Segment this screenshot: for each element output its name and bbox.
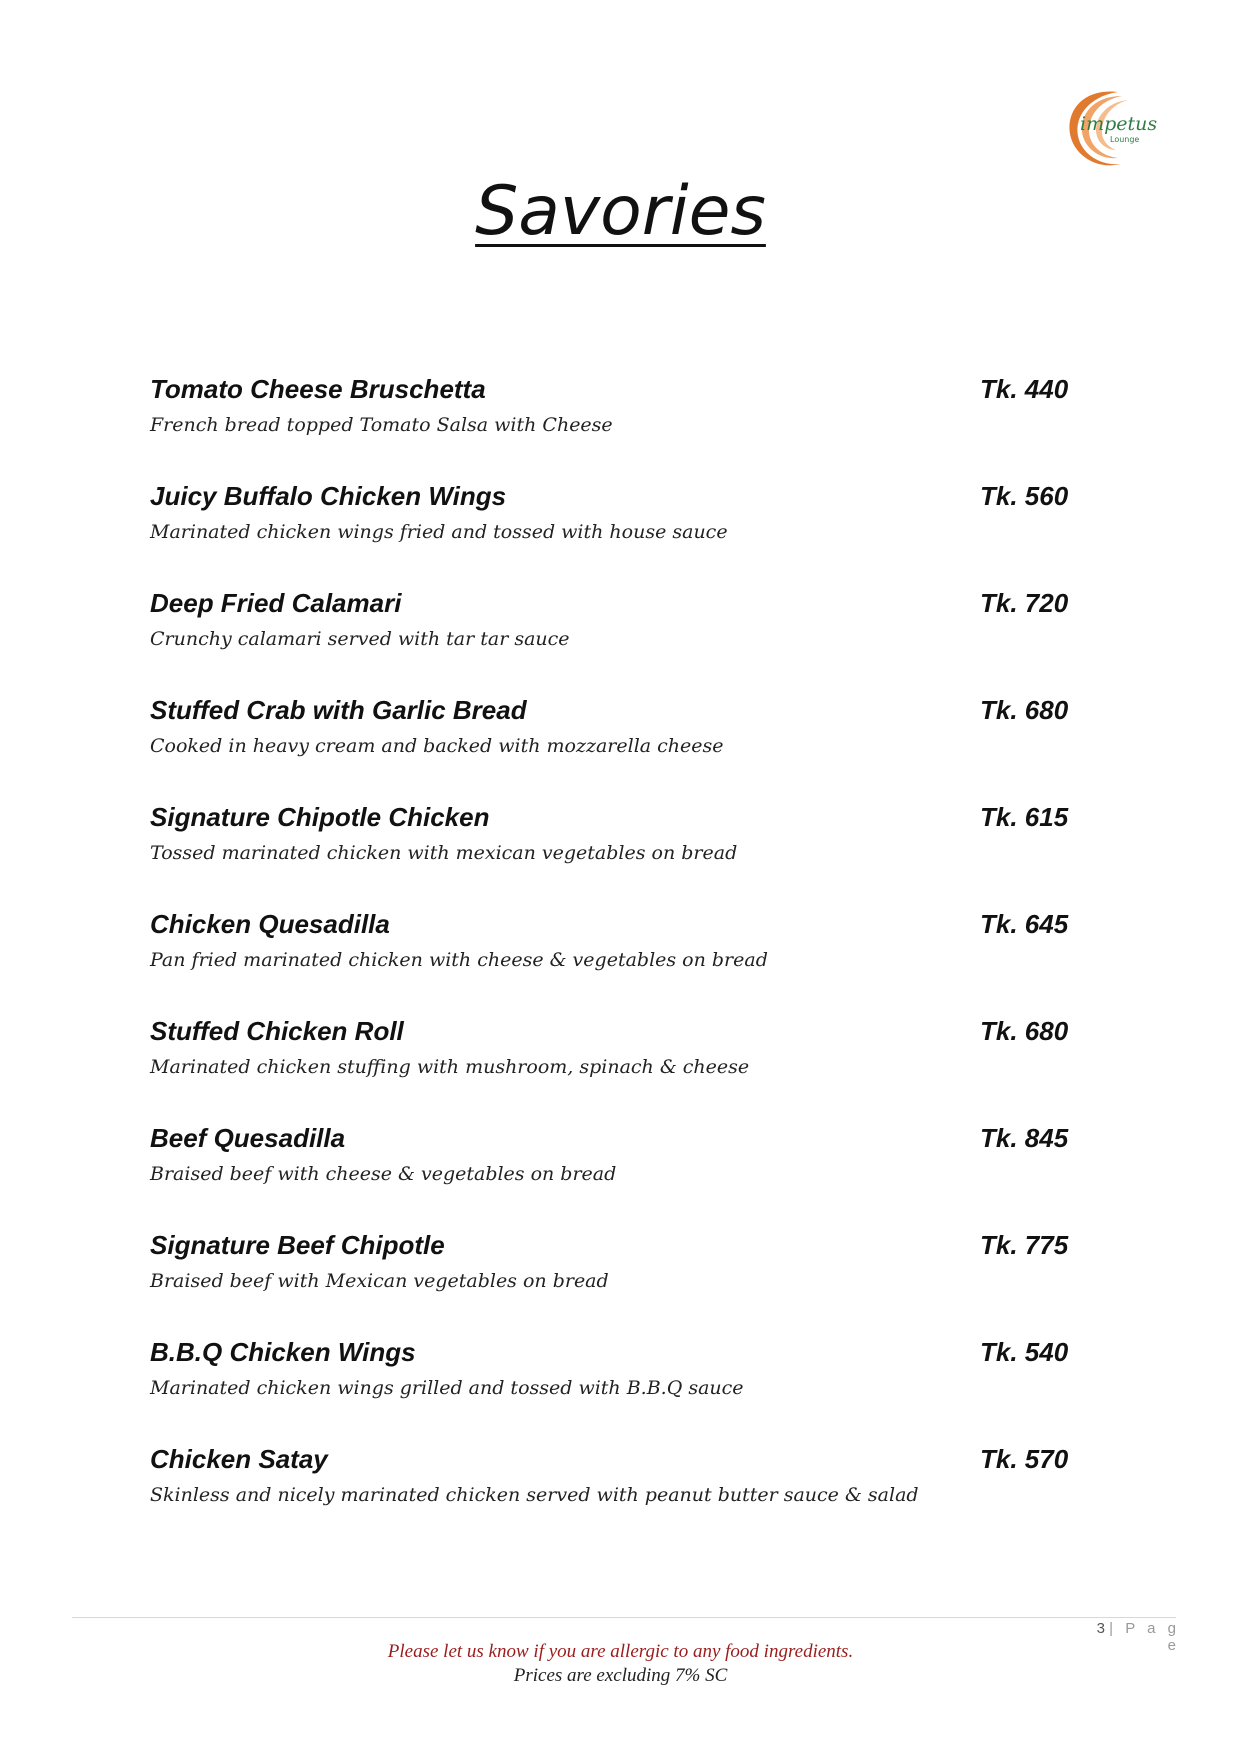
item-description: Skinless and nicely marinated chicken served with peanut butter sauce & salad (150, 1484, 919, 1506)
menu-item (150, 1121, 1070, 1228)
page-title-text: Savories (475, 172, 766, 251)
item-description: Marinated chicken stuffing with mushroom, spinach & cheese (150, 1056, 750, 1078)
logo-wordmark: impetus (1080, 113, 1158, 135)
item-name: Tomato Cheese Bruschetta (150, 374, 486, 404)
menu-item (150, 1014, 1070, 1121)
menu-item (150, 479, 1070, 586)
menu-item (150, 372, 1070, 479)
item-name: Chicken Quesadilla (150, 909, 390, 939)
item-price: Tk. 645 (980, 909, 1069, 939)
menu-item (150, 800, 1070, 907)
item-price: Tk. 560 (980, 481, 1069, 511)
item-name: Deep Fried Calamari (150, 588, 402, 618)
item-price: Tk. 615 (980, 802, 1069, 832)
item-price: Tk. 570 (980, 1444, 1069, 1474)
allergy-note: Please let us know if you are allergic to any food ingredients. (387, 1641, 854, 1662)
item-name: Stuffed Crab with Garlic Bread (150, 695, 527, 725)
item-description: Tossed marinated chicken with mexican vegetables on bread (150, 842, 738, 864)
menu-item (150, 1442, 1070, 1549)
item-name: Signature Beef Chipotle (150, 1230, 445, 1260)
page-number-value: 3 (1096, 1620, 1105, 1637)
item-price: Tk. 720 (980, 588, 1069, 618)
prices-note: Prices are excluding 7% SC (513, 1665, 728, 1686)
item-description: Marinated chicken wings fried and tossed with house sauce (150, 521, 728, 543)
menu-item (150, 586, 1070, 693)
menu-item (150, 907, 1070, 1014)
item-name: Signature Chipotle Chicken (150, 802, 490, 832)
item-price: Tk. 680 (980, 1016, 1069, 1046)
page-label: | P a g e (1109, 1620, 1180, 1654)
page-title (0, 172, 1241, 251)
menu-list (150, 372, 1070, 1549)
item-price: Tk. 775 (980, 1230, 1069, 1260)
item-name: B.B.Q Chicken Wings (150, 1337, 416, 1367)
item-name: Chicken Satay (150, 1444, 328, 1474)
item-name: Stuffed Chicken Roll (150, 1016, 404, 1046)
item-name: Juicy Buffalo Chicken Wings (150, 481, 507, 511)
item-description: Crunchy calamari served with tar tar sauce (150, 628, 570, 650)
impetus-lounge-logo (1058, 86, 1168, 172)
menu-item (150, 693, 1070, 800)
item-price: Tk. 680 (980, 695, 1069, 725)
item-name: Beef Quesadilla (150, 1123, 346, 1153)
item-price: Tk. 440 (980, 374, 1069, 404)
item-description: Braised beef with cheese & vegetables on bread (150, 1163, 617, 1185)
menu-item (150, 1335, 1070, 1442)
item-price: Tk. 540 (980, 1337, 1069, 1367)
logo-subtitle: Lounge (1110, 135, 1140, 144)
item-description: French bread topped Tomato Salsa with Cheese (150, 414, 613, 436)
item-description: Pan fried marinated chicken with cheese & vegetables on bread (150, 949, 768, 971)
menu-item (150, 1228, 1070, 1335)
item-description: Marinated chicken wings grilled and tossed with B.B.Q sauce (150, 1377, 744, 1399)
footer-divider (72, 1617, 1176, 1618)
item-price: Tk. 845 (980, 1123, 1069, 1153)
item-description: Cooked in heavy cream and backed with mozzarella cheese (150, 735, 724, 757)
item-description: Braised beef with Mexican vegetables on bread (150, 1270, 609, 1292)
